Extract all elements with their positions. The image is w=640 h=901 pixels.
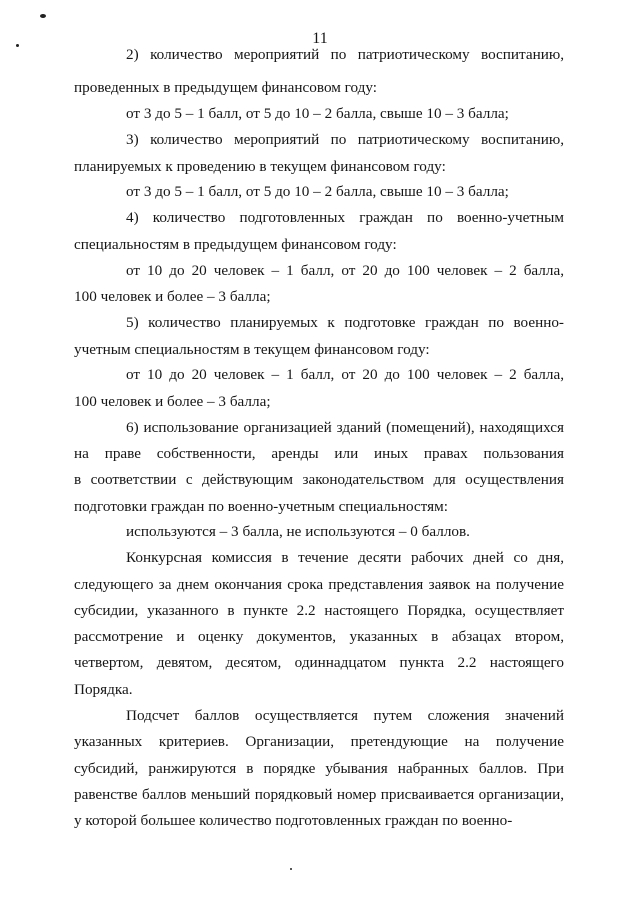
text-line: субсидий, ранжируются в порядке убывания набранных баллов. При: [74, 760, 564, 777]
text-line: четвертом, девятом, десятом, одиннадцатом пункта 2.2 настоящего: [74, 654, 564, 671]
text-line: от 10 до 20 человек – 1 балл, от 20 до 100 человек – 2 балла,: [126, 262, 564, 279]
text-line: подготовки граждан по военно-учетным специальностям:: [74, 498, 448, 515]
text-line: указанных критериев. Организации, претендующие на получение: [74, 733, 564, 750]
text-line: рассмотрение и оценку документов, указанных в абзацах втором,: [74, 628, 564, 645]
text-line: Конкурсная комиссия в течение десяти рабочих дней со дня,: [126, 549, 564, 566]
text-line: 4) количество подготовленных граждан по военно-учетным: [126, 209, 564, 226]
text-line: равенстве баллов меньший порядковый номер присваивается организации,: [74, 786, 564, 803]
scan-speck: [290, 868, 292, 870]
text-line: 100 человек и более – 3 балла;: [74, 288, 271, 305]
text-line: у которой большее количество подготовленных граждан по военно-: [74, 812, 513, 829]
text-line: 6) использование организацией зданий (помещений), находящихся: [126, 419, 564, 436]
text-line: 100 человек и более – 3 балла;: [74, 393, 271, 410]
text-line: Подсчет баллов осуществляется путем сложения значений: [126, 707, 564, 724]
text-line: следующего за днем окончания срока представления заявок на получение: [74, 576, 564, 593]
text-line: от 3 до 5 – 1 балл, от 5 до 10 – 2 балла, свыше 10 – 3 балла;: [126, 105, 509, 122]
text-line: 5) количество планируемых к подготовке граждан по военно-: [126, 314, 564, 331]
text-line: 2) количество мероприятий по патриотическому воспитанию,: [126, 46, 564, 63]
text-line: проведенных в предыдущем финансовом году:: [74, 79, 378, 96]
scan-speck: [40, 14, 46, 18]
text-line: используются – 3 балла, не используются – 0 баллов.: [126, 523, 470, 540]
text-line: в соответствии с действующим законодательством для осуществления: [74, 471, 564, 488]
page-number: 11: [312, 30, 328, 47]
text-line: специальностям в предыдущем финансовом году:: [74, 236, 397, 253]
scan-speck: [16, 44, 19, 47]
text-line: на праве собственности, аренды или иных правах пользования: [74, 445, 564, 462]
text-line: от 10 до 20 человек – 1 балл, от 20 до 100 человек – 2 балла,: [126, 366, 564, 383]
text-line: учетным специальностям в текущем финансовом году:: [74, 341, 430, 358]
text-line: планируемых к проведению в текущем финансовом году:: [74, 158, 446, 175]
text-line: от 3 до 5 – 1 балл, от 5 до 10 – 2 балла, свыше 10 – 3 балла;: [126, 183, 509, 200]
text-line: субсидии, указанного в пункте 2.2 настоящего Порядка, осуществляет: [74, 602, 564, 619]
text-line: 3) количество мероприятий по патриотическому воспитанию,: [126, 131, 564, 148]
text-line: Порядка.: [74, 681, 133, 698]
